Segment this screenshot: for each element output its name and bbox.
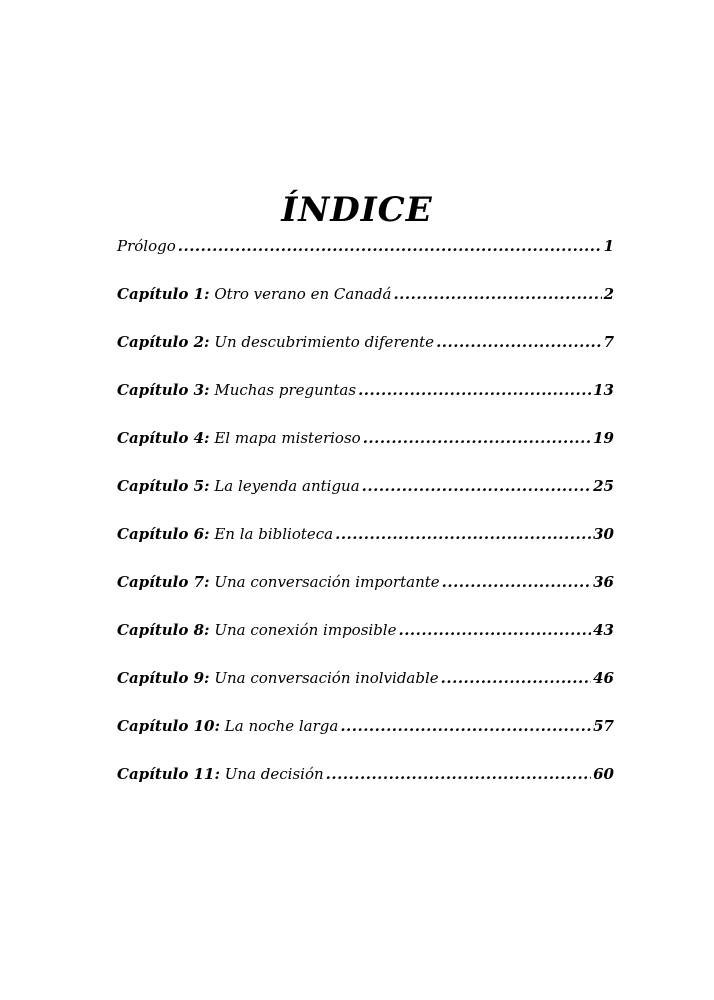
toc-page-number: 57 <box>593 717 614 735</box>
toc-leader-dots <box>335 525 591 543</box>
toc-entry-title: Prólogo <box>117 237 176 255</box>
toc-entry-title: Capítulo 5: La leyenda antigua <box>117 477 360 495</box>
toc-entry-chapter-10 <box>117 717 614 741</box>
toc-entry-chapter-5 <box>117 477 614 501</box>
toc-leader-dots <box>436 333 602 351</box>
toc-page-number: 2 <box>603 285 614 303</box>
toc-entry-chapter-7 <box>117 573 614 597</box>
toc-entry-chapter-3 <box>117 381 614 405</box>
toc-page-number: 43 <box>593 621 614 639</box>
toc-entry-chapter-6 <box>117 525 614 549</box>
toc-entry-title: Capítulo 9: Una conversación inolvidable <box>117 669 439 687</box>
toc-entry-title: Capítulo 3: Muchas preguntas <box>117 381 357 399</box>
toc-entry-title: Capítulo 8: Una conexión imposible <box>117 621 397 639</box>
toc-leader-dots <box>326 765 591 783</box>
toc-leader-dots <box>442 573 591 591</box>
toc-entry-chapter-4 <box>117 429 614 453</box>
toc-entry-prologue <box>117 237 614 261</box>
toc-entry-title: Capítulo 6: En la biblioteca <box>117 525 334 543</box>
toc-leader-dots <box>441 669 591 687</box>
toc-page-number: 1 <box>603 237 614 255</box>
toc-leader-dots <box>393 285 601 303</box>
toc-page-number: 60 <box>593 765 614 783</box>
toc-leader-dots <box>178 237 602 255</box>
toc-page-number: 19 <box>593 429 614 447</box>
page-title: ÍNDICE <box>281 190 433 230</box>
toc-leader-dots <box>340 717 591 735</box>
toc-entry-chapter-11 <box>117 765 614 789</box>
toc-entry-title: Capítulo 7: Una conversación importante <box>117 573 440 591</box>
toc-leader-dots <box>398 621 591 639</box>
toc-page-number: 25 <box>593 477 614 495</box>
toc-entry-title: Capítulo 2: Un descubrimiento diferente <box>117 333 435 351</box>
toc-page-number: 36 <box>593 573 614 591</box>
toc-entry-chapter-8 <box>117 621 614 645</box>
toc-entry-title: Capítulo 11: Una decisión <box>117 765 324 783</box>
toc-page-number: 13 <box>593 381 614 399</box>
toc-page-number: 46 <box>593 669 614 687</box>
toc-page-number: 7 <box>603 333 614 351</box>
toc-entry-chapter-2 <box>117 333 614 357</box>
toc-leader-dots <box>363 429 591 447</box>
toc-entry-title: Capítulo 10: La noche larga <box>117 717 339 735</box>
toc-entry-chapter-1 <box>117 285 614 309</box>
toc-leader-dots <box>358 381 591 399</box>
toc-leader-dots <box>362 477 591 495</box>
toc-page-number: 30 <box>593 525 614 543</box>
toc-entry-title: Capítulo 4: El mapa misterioso <box>117 429 361 447</box>
toc-entry-title: Capítulo 1: Otro verano en Canadá <box>117 285 392 303</box>
toc-entry-chapter-9 <box>117 669 614 693</box>
